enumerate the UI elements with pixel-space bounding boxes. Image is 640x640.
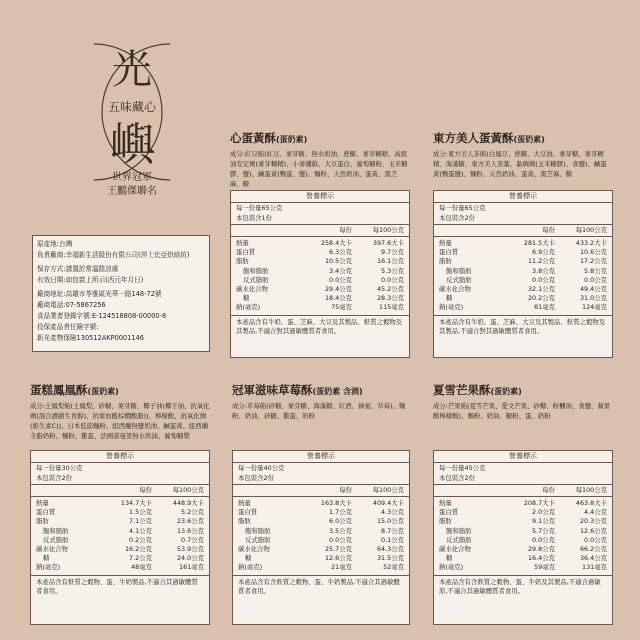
col-per-100g: 每100公克 <box>372 486 404 494</box>
nutrition-row <box>439 285 607 294</box>
nutrient-per-100g: 161毫克 <box>179 563 204 572</box>
nutrient-per-100g: 5.3公克 <box>381 266 404 275</box>
nutrient-label: 熱量 <box>236 239 249 247</box>
nutrition-row <box>238 563 404 572</box>
nutrient-per-100g: 28.3公克 <box>376 294 404 303</box>
nutrient-per-100g: 8.7公克 <box>381 526 404 535</box>
product-type: (蛋奶素) <box>490 387 522 396</box>
product-section <box>30 382 210 459</box>
nutrition-row <box>36 545 204 554</box>
product-title <box>230 130 410 148</box>
nutrient-per-100g: 13.6公克 <box>176 526 204 535</box>
nutrient-per-serving: 7.2公克 <box>129 554 152 563</box>
nutrition-row <box>439 545 607 554</box>
nutrition-row <box>36 527 204 536</box>
nutrient-per-serving: 20.2公克 <box>527 294 555 303</box>
nutrient-label: 蛋白質 <box>238 508 258 517</box>
nutrient-per-100g: 24.0公克 <box>176 554 204 563</box>
nutrient-per-100g: 4.4公克 <box>584 508 607 517</box>
nutrient-label: 飽和脂肪 <box>243 266 269 275</box>
nutrient-per-serving: 3.5公克 <box>329 526 352 535</box>
nutrition-row <box>238 499 404 508</box>
nutrient-label: 蛋白質 <box>439 508 459 517</box>
col-per-serving: 每份 <box>542 486 555 494</box>
nutrient-per-serving: 2.0公克 <box>532 508 555 517</box>
product-ingredients: 成分:土鳳梨餡(土鳳梨、砂糖、麥芽糖、椰子油(椰子油、抗氧化劑(混合濃縮生育醇)、抗壞血酸棕櫚酸脂))、檸檬酸、抗氧化劑(維生素C))、日本低筋麵粉、紐西蘭無鹽奶油、鹹蛋黃、紐西蘭全脂奶粉、麵粉、雞蛋、法國諾曼第無水奶油、葡萄糖漿 <box>30 402 210 440</box>
serving-size: 每一份量65公克 <box>439 204 486 212</box>
nutrition-meta <box>31 463 209 485</box>
nutrition-row <box>238 517 404 526</box>
nutrition-row <box>36 517 204 526</box>
nutrient-per-100g: 15.0公克 <box>376 517 404 526</box>
nutrition-table <box>30 450 210 625</box>
nutrition-table <box>433 190 613 358</box>
nutrient-per-serving: 32.1公克 <box>527 285 555 294</box>
nutrient-per-serving: 0.0公克 <box>532 535 555 544</box>
nutrition-rows <box>434 497 612 576</box>
nutrient-per-serving: 0.0公克 <box>532 275 555 284</box>
product-section <box>433 130 613 197</box>
col-per-serving: 每份 <box>339 486 352 494</box>
logo-subtitle: 五味藏心 <box>107 100 156 114</box>
nutrient-per-serving: 258.4大卡 <box>320 239 352 247</box>
nutrient-label: 蛋白質 <box>236 248 256 257</box>
product-title <box>433 130 613 148</box>
nutrient-per-serving: 9.1公克 <box>532 517 555 526</box>
nutrient-per-serving: 16.4公克 <box>527 554 555 563</box>
product-name: 蛋糕鳳凰酥 <box>30 383 88 397</box>
nutrition-row <box>439 536 607 545</box>
nutrient-label: 糖 <box>43 554 50 563</box>
col-per-serving: 每份 <box>339 226 352 234</box>
product-name: 東方美人蛋黃酥 <box>433 131 514 145</box>
product-name: 心蛋黃酥 <box>230 131 276 145</box>
info-expiry: 有效日期:如包裝上所示(西元年月日) <box>37 276 144 284</box>
info-address: 廠商地址:高雄市苓雅區光華一路148-72號 <box>37 290 162 298</box>
nutrition-row <box>439 517 607 526</box>
product-section <box>230 130 410 197</box>
allergen-note: 本產品含有牛奶、蛋、芝麻、大豆及其製品、麩質之穀物及其製品,不適合對其過敏體質者食用。 <box>439 317 606 336</box>
nutrient-per-100g: 4.3公克 <box>381 508 404 517</box>
nutrition-meta <box>434 203 612 225</box>
nutrient-label: 飽和脂肪 <box>446 266 472 275</box>
nutrient-per-serving: 16.2公克 <box>124 545 152 554</box>
nutrition-header: 營養標示 <box>434 451 612 463</box>
product-section <box>433 382 613 431</box>
serving-count: 本包裝含1份 <box>236 213 273 222</box>
nutrient-per-serving: 0.2公克 <box>129 535 152 544</box>
serving-count: 本包裝含2份 <box>36 473 73 482</box>
nutrient-per-100g: 12.6公克 <box>579 526 607 535</box>
nutrient-per-100g: 45.2公克 <box>376 285 404 294</box>
nutrient-per-serving: 21毫克 <box>331 563 352 572</box>
nutrient-per-serving: 3.8公克 <box>532 266 555 275</box>
allergen-note: 本產品含有含麩質之穀物、蛋、牛奶及其製品,不適合過敏原,不適合其過敏體質者食用。 <box>439 577 601 596</box>
nutrient-per-serving: 48毫克 <box>131 563 152 572</box>
nutrient-per-100g: 49.4公克 <box>579 285 607 294</box>
logo-top-char: 光 <box>112 47 152 93</box>
nutrient-per-100g: 17.2公克 <box>579 257 607 266</box>
nutrient-label: 蛋白質 <box>36 508 56 517</box>
allergen-note: 本產品含有麩質之穀物、蛋、牛奶製品,不適合其過敏體質者食用。 <box>36 577 198 596</box>
nutrient-per-100g: 433.2大卡 <box>575 239 607 247</box>
nutrient-per-serving: 134.7大卡 <box>120 499 152 507</box>
nutrition-rows <box>31 497 209 576</box>
nutrient-label: 反式脂肪 <box>243 275 269 284</box>
nutrition-row <box>238 527 404 536</box>
nutrition-meta <box>434 463 612 485</box>
nutrient-label: 碳水化合物 <box>439 545 471 554</box>
serving-count: 本包裝含2份 <box>238 473 275 482</box>
nutrient-per-100g: 397.6大卡 <box>372 239 404 247</box>
nutrition-row <box>36 536 204 545</box>
logo-line-2: 王鵬傑聯名 <box>107 186 157 197</box>
nutrition-row <box>236 303 404 312</box>
nutrition-column-headers <box>231 225 409 237</box>
nutrient-per-serving: 10.5公克 <box>324 257 352 266</box>
product-title <box>433 382 613 400</box>
nutrition-row <box>439 257 607 266</box>
nutrient-per-100g: 23.6公克 <box>176 517 204 526</box>
nutrient-per-100g: 64.3公克 <box>376 545 404 554</box>
product-name: 冠軍滋味草莓酥 <box>232 383 313 397</box>
nutrient-per-serving: 29.4公克 <box>324 285 352 294</box>
nutrient-per-serving: 6.9公克 <box>532 248 555 257</box>
nutrition-row <box>238 545 404 554</box>
nutrient-label: 熱量 <box>439 499 452 507</box>
nutrient-label: 脂肪 <box>36 517 49 526</box>
info-registry: 食品業者登錄字號:E-124518808-00000-8 <box>37 312 167 320</box>
nutrient-label: 糖 <box>446 554 453 563</box>
nutrient-per-100g: 52毫克 <box>383 563 404 572</box>
nutrient-per-100g: 0.1公克 <box>381 535 404 544</box>
nutrition-row <box>439 499 607 508</box>
nutrient-per-serving: 75毫克 <box>331 303 352 312</box>
nutrition-row <box>236 285 404 294</box>
serving-count: 本包裝含2份 <box>439 213 476 222</box>
serving-count: 本包裝含2份 <box>439 473 476 482</box>
brand-logo <box>62 20 202 200</box>
nutrient-per-serving: 18.4公克 <box>324 294 352 303</box>
product-type: (蛋奶素) <box>513 135 545 144</box>
nutrition-row <box>236 257 404 266</box>
nutrient-per-serving: 6.3公克 <box>329 248 352 257</box>
nutrition-row <box>36 563 204 572</box>
col-per-100g: 每100公克 <box>575 486 607 494</box>
nutrient-per-100g: 66.2公克 <box>579 545 607 554</box>
nutrient-label: 熱量 <box>238 499 251 507</box>
nutrient-per-100g: 36.4公克 <box>579 554 607 563</box>
nutrition-row <box>439 303 607 312</box>
product-ingredients: 成分:紅豆餡(紅豆、麥芽糖、無水奶油、蔗糖、麥芽糊精、高級油安定劑(麥芽糊精)、小麥纖維、大豆蛋白、葡萄糖粉、玉米糖膠、鹽)、鹹蛋黃(鴨蛋、鹽)、麵粉、天然奶油、蛋黃、黑芝麻、糖 <box>230 150 408 188</box>
nutrient-label: 糖 <box>245 554 252 563</box>
nutrient-per-serving: 208.7大卡 <box>523 499 555 507</box>
nutrient-per-100g: 5.8公克 <box>584 266 607 275</box>
nutrition-header: 營養標示 <box>31 451 209 463</box>
nutrition-header: 營養標示 <box>434 191 612 203</box>
nutrition-header: 營養標示 <box>231 191 409 203</box>
nutrient-label: 熱量 <box>439 239 452 247</box>
logo-mid-char: 嶼 <box>110 117 154 171</box>
nutrient-per-serving: 12.6公克 <box>324 554 352 563</box>
serving-size: 每一份量45公克 <box>439 464 486 472</box>
nutrient-per-100g: 0.0公克 <box>584 535 607 544</box>
nutrient-per-serving: 281.5大卡 <box>523 239 555 247</box>
nutrient-label: 鈉(毫克) <box>439 303 464 312</box>
col-per-serving: 每份 <box>139 486 152 494</box>
nutrient-per-serving: 25.7公克 <box>324 545 352 554</box>
nutrition-row <box>439 563 607 572</box>
nutrient-per-100g: 0.7公克 <box>181 535 204 544</box>
info-origin: 原產地:台灣 <box>37 240 73 248</box>
nutrient-per-serving: 59毫克 <box>534 563 555 572</box>
nutrition-row <box>236 276 404 285</box>
nutrient-label: 反式脂肪 <box>446 535 472 544</box>
nutrient-per-serving: 11.2公克 <box>527 257 555 266</box>
product-type: (蛋奶素) <box>276 135 308 144</box>
nutrition-row <box>238 554 404 563</box>
nutrient-label: 糖 <box>446 294 453 303</box>
info-insurance: 投保產品責任險字號: <box>37 323 99 331</box>
nutrient-label: 脂肪 <box>439 517 452 526</box>
nutrition-rows <box>434 237 612 316</box>
nutrient-label: 飽和脂肪 <box>245 526 271 535</box>
info-insurance-no: 新光產物保險130512AKP0001146 <box>37 334 144 342</box>
nutrition-row <box>439 239 607 248</box>
nutrition-row <box>439 267 607 276</box>
logo-line-1: 世界冠軍 <box>112 172 152 183</box>
nutrient-per-100g: 115毫克 <box>379 303 404 312</box>
nutrient-label: 脂肪 <box>439 257 452 266</box>
nutrient-per-serving: 4.1公克 <box>129 526 152 535</box>
nutrition-meta <box>231 203 409 225</box>
nutrition-column-headers <box>233 485 409 497</box>
nutrition-row <box>439 276 607 285</box>
nutrient-per-100g: 448.9大卡 <box>172 499 204 507</box>
col-per-100g: 每100公克 <box>575 226 607 234</box>
nutrient-label: 碳水化合物 <box>36 545 68 554</box>
nutrient-label: 碳水化合物 <box>236 285 268 294</box>
nutrient-label: 碳水化合物 <box>439 285 471 294</box>
col-per-100g: 每100公克 <box>372 226 404 234</box>
col-per-serving: 每份 <box>542 226 555 234</box>
nutrient-per-100g: 31.5公克 <box>376 554 404 563</box>
nutrition-table <box>230 190 410 358</box>
nutrient-per-100g: 5.2公克 <box>181 508 204 517</box>
product-title <box>30 382 210 400</box>
nutrition-column-headers <box>434 485 612 497</box>
nutrient-per-100g: 53.9公克 <box>176 545 204 554</box>
nutrient-label: 反式脂肪 <box>245 535 271 544</box>
product-type: (蛋奶素) <box>87 387 119 396</box>
nutrient-label: 糖 <box>243 294 250 303</box>
nutrition-row <box>36 499 204 508</box>
info-storage: 保存方式:請置於常溫陰涼處 <box>37 265 119 273</box>
nutrient-per-serving: 3.4公克 <box>329 266 352 275</box>
nutrient-per-100g: 16.1公克 <box>376 257 404 266</box>
nutrient-per-100g: 31.0公克 <box>579 294 607 303</box>
nutrition-rows <box>233 497 409 576</box>
nutrient-per-100g: 409.4大卡 <box>372 499 404 507</box>
nutrition-row <box>236 239 404 248</box>
nutrient-per-100g: 0.0公克 <box>381 275 404 284</box>
nutrition-rows <box>231 237 409 316</box>
nutrient-per-serving: 1.7公克 <box>329 508 352 517</box>
nutrient-per-100g: 124毫克 <box>582 303 607 312</box>
nutrition-table <box>232 450 410 625</box>
nutrient-label: 熱量 <box>36 499 49 507</box>
product-ingredients: 成分:草莓餡(砂糖、麥芽糖、海藻糖、紅酒、蜂蜜、草莓)、麵粉、奶油、砂糖、雞蛋、奶粉 <box>232 402 406 420</box>
nutrient-label: 鈉(毫克) <box>439 563 464 572</box>
nutrient-per-serving: 29.8公克 <box>527 545 555 554</box>
nutrition-header: 營養標示 <box>233 451 409 463</box>
nutrient-per-serving: 6.0公克 <box>329 517 352 526</box>
nutrient-label: 鈉(毫克) <box>236 303 261 312</box>
nutrient-per-serving: 1.5公克 <box>129 508 152 517</box>
product-section <box>232 382 410 431</box>
nutrient-label: 反式脂肪 <box>43 535 69 544</box>
serving-size: 每一份量40公克 <box>238 464 285 472</box>
nutrient-per-serving: 7.1公克 <box>129 517 152 526</box>
nutrient-label: 飽和脂肪 <box>43 526 69 535</box>
col-per-100g: 每100公克 <box>172 486 204 494</box>
nutrient-per-100g: 463.8大卡 <box>575 499 607 507</box>
nutrient-per-serving: 5.7公克 <box>532 526 555 535</box>
nutrient-label: 鈉(毫克) <box>238 563 263 572</box>
info-maker: 負責廠商:幸福新生活股份有限公司(莎士比亞烘焙坊) <box>37 251 190 259</box>
nutrition-meta <box>233 463 409 485</box>
nutrient-label: 蛋白質 <box>439 248 459 257</box>
nutrient-per-100g: 131毫克 <box>582 563 607 572</box>
product-title <box>232 382 410 400</box>
nutrient-label: 脂肪 <box>236 257 249 266</box>
nutrient-per-100g: 9.7公克 <box>381 248 404 257</box>
nutrient-per-100g: 10.6公克 <box>579 248 607 257</box>
allergen-note: 本產品含有含麩質之穀物、蛋、牛奶製品,不適合其過敏體質者食用。 <box>238 577 400 596</box>
nutrient-per-100g: 20.3公克 <box>579 517 607 526</box>
product-ingredients: 成分:東方美人茶餡(白鳳豆、蔗糖、大豆油、麥芽糖、麥芽糊精、海藻糖、東方美人茶葉、黏稠劑(玉米糖膠)、食鹽)、鹹蛋黃(鴨蛋鹽)、麵粉、天然奶油、蛋黃、黑芝麻、糖 <box>433 150 607 178</box>
nutrient-per-serving: 163.8大卡 <box>320 499 352 507</box>
info-phone: 廠商電話:07-5867256 <box>37 301 106 309</box>
nutrient-per-serving: 0.0公克 <box>329 535 352 544</box>
nutrient-label: 碳水化合物 <box>238 545 270 554</box>
nutrition-column-headers <box>31 485 209 497</box>
nutrient-label: 反式脂肪 <box>446 275 472 284</box>
company-info-box <box>32 235 210 352</box>
nutrition-row <box>439 527 607 536</box>
nutrient-per-serving: 0.0公克 <box>329 275 352 284</box>
allergen-note: 本產品含有牛奶、蛋、芝麻、大豆及其製品、麩質之穀物及其製品,不適合對其過敏體質者食用。 <box>236 317 403 336</box>
product-type: (蛋奶素 含酒) <box>312 387 363 396</box>
nutrition-row <box>236 267 404 276</box>
nutrient-label: 脂肪 <box>238 517 251 526</box>
nutrition-column-headers <box>434 225 612 237</box>
nutrient-per-100g: 0.0公克 <box>584 275 607 284</box>
product-name: 夏雪芒果酥 <box>433 383 491 397</box>
nutrient-per-serving: 81毫克 <box>534 303 555 312</box>
nutrition-table <box>433 450 613 625</box>
nutrient-label: 飽和脂肪 <box>446 526 472 535</box>
product-ingredients: 成分:芒果餡(夏雪芒果、愛文芒果、砂糖、粉糰油、食鹽、蘋果酸檸檬酸)、麵粉、奶油、糖粉、蛋、奶粉 <box>433 402 611 420</box>
serving-size: 每一份量65公克 <box>236 204 283 212</box>
serving-size: 每一份量30公克 <box>36 464 83 472</box>
nutrition-row <box>238 536 404 545</box>
nutrient-label: 鈉(毫克) <box>36 563 61 572</box>
